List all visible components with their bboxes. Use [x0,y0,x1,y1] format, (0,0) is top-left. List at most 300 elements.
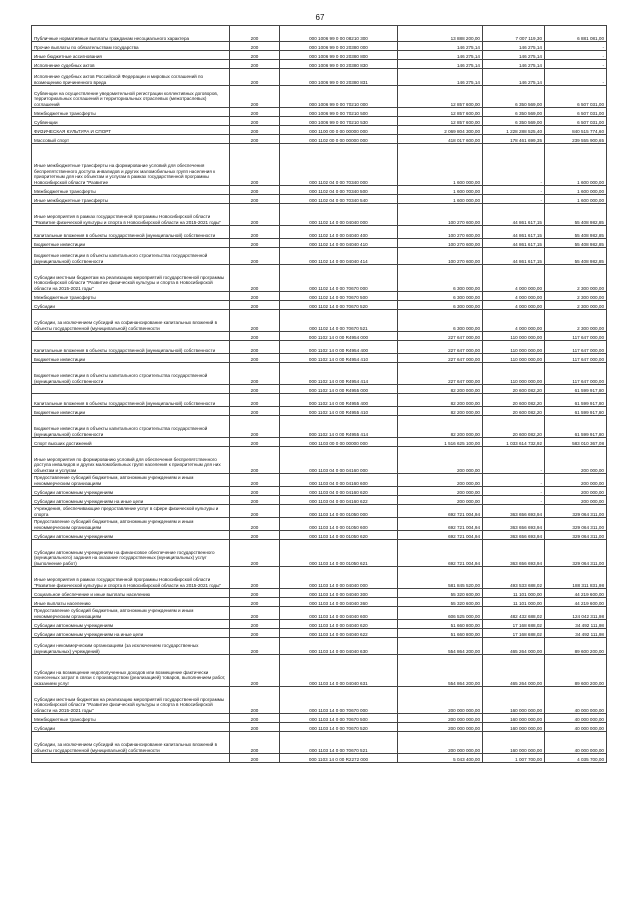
table-row [32,204,607,226]
table-row [32,108,607,117]
budget-classification-cell: 000 1103 14 0 00 01050 000 [280,505,398,518]
row-code-cell: 200 [230,655,280,687]
budget-classification-cell: 000 1102 14 0 00 04040 410 [280,239,398,248]
unexecuted-amount-cell: 200 000,00 [545,474,607,487]
table-row [32,363,607,385]
unexecuted-amount-cell: 2 300 000,00 [545,310,607,332]
executed-amount-cell: 1 033 614 732,92 [483,438,545,447]
budget-classification-cell: 000 1102 14 0 00 R4955 414 [280,416,398,438]
row-code-cell: 200 [230,474,280,487]
row-code-cell: 200 [230,687,280,714]
unexecuted-amount-cell: 200 000,00 [545,487,607,496]
approved-amount-cell: 227 647 000,00 [398,354,483,363]
row-name-cell [32,385,230,394]
executed-amount-cell: 44 861 617,15 [483,226,545,239]
unexecuted-amount-cell: 4 035 700,00 [545,754,607,763]
budget-classification-cell: 000 1103 14 0 00 01050 620 [280,531,398,540]
executed-amount-cell: 363 656 693,94 [483,531,545,540]
budget-classification-cell: 000 1006 99 0 00 20380 000 [280,42,398,51]
executed-amount-cell: 44 861 617,15 [483,248,545,265]
executed-amount-cell: 20 600 082,20 [483,385,545,394]
row-name-cell: Бюджетные инвестиции в объекты капитального строительства государственной (муниципальной) собственности [32,416,230,438]
row-code-cell: 200 [230,416,280,438]
row-code-cell: 200 [230,531,280,540]
budget-classification-cell: 000 1102 04 0 00 70340 540 [280,195,398,204]
approved-amount-cell: 6 300 000,00 [398,301,483,310]
table-row [32,239,607,248]
row-code-cell: 200 [230,265,280,292]
budget-classification-cell: 000 1102 14 0 00 70670 521 [280,310,398,332]
table-row [32,292,607,301]
approved-amount-cell: 12 857 600,00 [398,86,483,108]
unexecuted-amount-cell: 89 600 200,00 [545,638,607,655]
executed-amount-cell: 110 000 000,00 [483,363,545,385]
row-code-cell: 200 [230,518,280,531]
executed-amount-cell: - [483,496,545,505]
table-row [32,86,607,108]
row-name-cell: Субсидии, за исключением субсидий на софинансирование капитальных вложений в объекты государственной (муниципальной) собственности [32,310,230,332]
budget-classification-cell: 000 1102 14 0 00 04040 400 [280,226,398,239]
table-row [32,26,607,42]
approved-amount-cell: 1 600 000,00 [398,144,483,186]
executed-amount-cell: 11 101 000,00 [483,589,545,598]
table-row [32,687,607,714]
table-row [32,385,607,394]
row-name-cell: Капитальные вложения в объекты государственной (муниципальной) собственности [32,226,230,239]
row-name-cell: Межбюджетные трансферты [32,186,230,195]
approved-amount-cell: 100 270 600,00 [398,204,483,226]
budget-classification-cell: 000 1006 99 0 00 70210 000 [280,86,398,108]
unexecuted-amount-cell: 329 064 311,00 [545,540,607,567]
unexecuted-amount-cell: 44 219 600,00 [545,589,607,598]
table-row [32,732,607,754]
approved-amount-cell: 12 857 600,00 [398,108,483,117]
row-code-cell: 200 [230,86,280,108]
table-row [32,126,607,135]
row-name-cell: ФИЗИЧЕСКАЯ КУЛЬТУРА И СПОРТ [32,126,230,135]
row-name-cell: Субсидии некоммерческим организациям (за исключением государственных (муниципальных) учреждений) [32,638,230,655]
approved-amount-cell: 82 200 000,00 [398,416,483,438]
row-code-cell: 200 [230,301,280,310]
row-name-cell: Субвенции [32,117,230,126]
table-row [32,69,607,86]
row-name-cell: Бюджетные инвестиции в объекты капитального строительства государственной (муниципальной) собственности [32,248,230,265]
approved-amount-cell: 13 888 200,00 [398,26,483,42]
unexecuted-amount-cell: 61 599 917,80 [545,394,607,407]
approved-amount-cell: 55 320 600,00 [398,598,483,607]
executed-amount-cell: 4 000 000,00 [483,310,545,332]
approved-amount-cell: 100 270 600,00 [398,239,483,248]
row-code-cell: 200 [230,226,280,239]
unexecuted-amount-cell: 1 600 000,00 [545,195,607,204]
row-name-cell: Публичные нормативные выплаты гражданам несоциального характера [32,26,230,42]
unexecuted-amount-cell: 40 000 000,00 [545,723,607,732]
unexecuted-amount-cell: 55 408 982,85 [545,239,607,248]
unexecuted-amount-cell: 117 647 000,00 [545,341,607,354]
row-code-cell: 200 [230,292,280,301]
unexecuted-amount-cell: 61 599 917,80 [545,416,607,438]
budget-classification-cell: 000 1103 14 0 00 04040 000 [280,567,398,589]
table-row [32,248,607,265]
executed-amount-cell: 160 000 000,00 [483,723,545,732]
table-row [32,341,607,354]
row-name-cell: Предоставление субсидий бюджетным, автономным учреждениям и иным некоммерческим организациям [32,518,230,531]
budget-classification-cell: 000 1103 04 0 00 04160 000 [280,447,398,474]
approved-amount-cell: 606 525 000,00 [398,607,483,620]
row-code-cell: 200 [230,567,280,589]
budget-classification-cell: 000 1103 14 0 00 R2272 000 [280,754,398,763]
row-name-cell: Субсидии автономным учреждениям [32,487,230,496]
row-name-cell: Массовый спорт [32,135,230,144]
unexecuted-amount-cell: 44 219 600,00 [545,598,607,607]
approved-amount-cell: 82 200 000,00 [398,407,483,416]
executed-amount-cell: 363 656 693,94 [483,505,545,518]
executed-amount-cell: 11 101 000,00 [483,598,545,607]
table-row [32,505,607,518]
budget-classification-cell: 000 1102 14 0 00 R4954 414 [280,363,398,385]
approved-amount-cell: 51 660 800,00 [398,620,483,629]
budget-classification-cell: 000 1102 14 0 00 04040 414 [280,248,398,265]
executed-amount-cell: - [483,447,545,474]
budget-classification-cell: 000 1103 14 0 00 04040 631 [280,655,398,687]
executed-amount-cell: 146 275,14 [483,69,545,86]
unexecuted-amount-cell: 188 311 831,98 [545,567,607,589]
row-code-cell: 200 [230,117,280,126]
approved-amount-cell: 200 000,00 [398,474,483,487]
executed-amount-cell: 146 275,14 [483,60,545,69]
row-code-cell: 200 [230,496,280,505]
executed-amount-cell: 6 350 569,00 [483,117,545,126]
unexecuted-amount-cell: 6 507 031,00 [545,117,607,126]
budget-classification-cell: 000 1102 14 0 00 R4955 410 [280,407,398,416]
row-name-cell: Межбюджетные трансферты [32,714,230,723]
unexecuted-amount-cell: - [545,69,607,86]
unexecuted-amount-cell: 329 064 311,00 [545,531,607,540]
approved-amount-cell: 200 000,00 [398,487,483,496]
row-code-cell: 200 [230,69,280,86]
unexecuted-amount-cell: 200 000,00 [545,496,607,505]
budget-classification-cell: 000 1100 00 0 00 00000 000 [280,126,398,135]
row-name-cell: Исполнение судебных актов Российской Федерации и мировых соглашений по возмещению причиненного вреда [32,69,230,86]
table-row [32,265,607,292]
row-name-cell: Капитальные вложения в объекты государственной (муниципальной) собственности [32,341,230,354]
row-name-cell: Субсидии, за исключением субсидий на софинансирование капитальных вложений в объекты государственной (муниципальной) собственности [32,732,230,754]
approved-amount-cell: 100 270 600,00 [398,226,483,239]
table-row [32,598,607,607]
unexecuted-amount-cell: 840 515 774,60 [545,126,607,135]
row-name-cell: Учреждения, обеспечивающие предоставление услуг в сфере физической культуры и спорта [32,505,230,518]
budget-classification-cell: 000 1103 14 0 00 70670 521 [280,732,398,754]
unexecuted-amount-cell: 583 010 367,08 [545,438,607,447]
budget-classification-cell: 000 1102 14 0 00 70670 000 [280,265,398,292]
approved-amount-cell: 692 721 004,94 [398,540,483,567]
executed-amount-cell: - [483,186,545,195]
unexecuted-amount-cell: 34 492 111,98 [545,629,607,638]
table-row [32,301,607,310]
executed-amount-cell: 465 264 000,00 [483,638,545,655]
table-row [32,655,607,687]
row-name-cell: Межбюджетные трансферты [32,108,230,117]
table-row [32,354,607,363]
budget-classification-cell: 000 1006 99 0 00 70210 500 [280,108,398,117]
budget-classification-cell: 000 1102 00 0 00 00000 000 [280,135,398,144]
budget-classification-cell: 000 1006 99 0 00 70210 530 [280,117,398,126]
table-row [32,531,607,540]
table-row [32,51,607,60]
row-code-cell: 200 [230,394,280,407]
executed-amount-cell: 146 275,14 [483,51,545,60]
row-code-cell: 200 [230,341,280,354]
row-name-cell: Иные мероприятия в рамках государственной программы Новосибирской области "Развитие физической культуры и спорта в Новосибирской области на 2015-2021 годы" [32,567,230,589]
row-code-cell: 200 [230,629,280,638]
executed-amount-cell: 1 228 288 525,40 [483,126,545,135]
budget-classification-cell: 000 1103 00 0 00 00000 000 [280,438,398,447]
row-code-cell: 200 [230,754,280,763]
unexecuted-amount-cell: 61 599 917,80 [545,407,607,416]
approved-amount-cell: 692 721 004,94 [398,531,483,540]
executed-amount-cell: 160 000 000,00 [483,732,545,754]
executed-amount-cell: 4 000 000,00 [483,292,545,301]
unexecuted-amount-cell: 40 000 000,00 [545,732,607,754]
row-code-cell: 200 [230,714,280,723]
approved-amount-cell: 200 000 000,00 [398,732,483,754]
approved-amount-cell: 200 000 000,00 [398,723,483,732]
unexecuted-amount-cell: 6 881 081,00 [545,26,607,42]
budget-classification-cell: 000 1103 14 0 00 01050 600 [280,518,398,531]
table-row [32,589,607,598]
executed-amount-cell: - [483,144,545,186]
row-name-cell: Социальное обеспечение и иные выплаты населению [32,589,230,598]
row-name-cell: Исполнение судебных актов [32,60,230,69]
row-name-cell: Бюджетные инвестиции [32,239,230,248]
row-name-cell [32,332,230,341]
executed-amount-cell: - [483,487,545,496]
table-row [32,195,607,204]
approved-amount-cell: 692 721 004,94 [398,505,483,518]
table-row [32,474,607,487]
table-row [32,135,607,144]
approved-amount-cell: 554 864 200,00 [398,655,483,687]
unexecuted-amount-cell: 329 064 311,00 [545,505,607,518]
row-code-cell: 200 [230,195,280,204]
row-name-cell: Бюджетные инвестиции [32,354,230,363]
table-row [32,629,607,638]
budget-classification-cell: 000 1006 99 0 00 20380 800 [280,51,398,60]
row-code-cell: 200 [230,407,280,416]
unexecuted-amount-cell: 1 600 000,00 [545,186,607,195]
row-name-cell: Капитальные вложения в объекты государственной (муниципальной) собственности [32,394,230,407]
unexecuted-amount-cell: 89 600 200,00 [545,655,607,687]
executed-amount-cell: 146 275,14 [483,42,545,51]
table-row [32,714,607,723]
executed-amount-cell: 17 168 688,02 [483,620,545,629]
approved-amount-cell: 5 043 400,00 [398,754,483,763]
table-row [32,310,607,332]
approved-amount-cell: 200 000,00 [398,496,483,505]
row-code-cell: 200 [230,135,280,144]
budget-classification-cell: 000 1103 14 0 00 04040 630 [280,638,398,655]
executed-amount-cell: 110 000 000,00 [483,354,545,363]
executed-amount-cell: 44 861 617,15 [483,204,545,226]
budget-classification-cell: 000 1006 99 0 00 20380 831 [280,69,398,86]
budget-classification-cell: 000 1103 04 0 00 04160 622 [280,496,398,505]
approved-amount-cell: 1 600 000,00 [398,195,483,204]
row-code-cell: 200 [230,42,280,51]
table-row [32,438,607,447]
budget-classification-cell: 000 1103 14 0 00 04040 620 [280,620,398,629]
row-code-cell: 200 [230,332,280,341]
unexecuted-amount-cell: 2 300 000,00 [545,292,607,301]
row-name-cell: Субсидии автономным учреждениям [32,620,230,629]
approved-amount-cell: 6 300 000,00 [398,310,483,332]
table-row [32,186,607,195]
row-name-cell: Прочие выплаты по обязательствам государства [32,42,230,51]
table-row [32,332,607,341]
executed-amount-cell: 4 000 000,00 [483,301,545,310]
table-row [32,723,607,732]
row-name-cell: Субсидии автономным учреждениям [32,531,230,540]
row-name-cell: Иные межбюджетные трансферты [32,195,230,204]
executed-amount-cell: 363 656 693,94 [483,518,545,531]
table-row [32,638,607,655]
executed-amount-cell: 1 007 700,00 [483,754,545,763]
budget-classification-cell: 000 1102 14 0 00 R4954 000 [280,332,398,341]
table-row [32,447,607,474]
budget-classification-cell: 000 1102 14 0 00 R4954 410 [280,354,398,363]
approved-amount-cell: 6 300 000,00 [398,292,483,301]
table-row [32,620,607,629]
budget-classification-cell: 000 1103 14 0 00 04040 622 [280,629,398,638]
row-code-cell: 200 [230,310,280,332]
row-code-cell: 200 [230,239,280,248]
row-name-cell: Бюджетные инвестиции в объекты капитального строительства государственной (муниципальной) собственности [32,363,230,385]
row-name-cell: Субсидии на возмещение недополученных доходов или возмещение фактически понесенных затрат в связи с производством (реализацией) товаров, выполнением работ, оказанием услуг [32,655,230,687]
unexecuted-amount-cell: 55 408 982,85 [545,204,607,226]
row-code-cell: 200 [230,732,280,754]
row-code-cell: 200 [230,354,280,363]
executed-amount-cell: 160 000 000,00 [483,714,545,723]
approved-amount-cell: 12 857 600,00 [398,117,483,126]
budget-classification-cell: 000 1102 04 0 00 70340 500 [280,186,398,195]
unexecuted-amount-cell: - [545,42,607,51]
table-row [32,518,607,531]
row-name-cell: Субсидии [32,301,230,310]
row-code-cell: 200 [230,385,280,394]
table-row [32,60,607,69]
budget-classification-cell: 000 1103 14 0 00 70670 000 [280,687,398,714]
row-code-cell: 200 [230,186,280,195]
row-code-cell: 200 [230,607,280,620]
approved-amount-cell: 146 275,14 [398,69,483,86]
budget-classification-cell: 000 1102 14 0 00 70670 500 [280,292,398,301]
unexecuted-amount-cell: 2 300 000,00 [545,301,607,310]
executed-amount-cell: 4 000 000,00 [483,265,545,292]
row-code-cell: 200 [230,51,280,60]
row-code-cell: 200 [230,363,280,385]
approved-amount-cell: 146 275,14 [398,42,483,51]
unexecuted-amount-cell: 6 507 031,00 [545,86,607,108]
approved-amount-cell: 692 721 004,94 [398,518,483,531]
executed-amount-cell: 20 600 082,20 [483,416,545,438]
executed-amount-cell: 44 861 617,15 [483,239,545,248]
approved-amount-cell: 1 516 625 100,00 [398,438,483,447]
approved-amount-cell: 55 320 600,00 [398,589,483,598]
unexecuted-amount-cell: 34 492 111,98 [545,620,607,629]
row-name-cell: Предоставление субсидий бюджетным, автономным учреждениям и иным некоммерческим организациям [32,474,230,487]
budget-classification-cell: 000 1103 14 0 00 01050 621 [280,540,398,567]
budget-classification-cell: 000 1006 99 0 00 08210 300 [280,26,398,42]
row-code-cell: 200 [230,60,280,69]
approved-amount-cell: 146 275,14 [398,60,483,69]
approved-amount-cell: 200 000 000,00 [398,687,483,714]
executed-amount-cell: 160 000 000,00 [483,687,545,714]
unexecuted-amount-cell: 117 647 000,00 [545,332,607,341]
table-row [32,394,607,407]
row-code-cell: 200 [230,26,280,42]
row-name-cell: Бюджетные инвестиции [32,407,230,416]
executed-amount-cell: - [483,195,545,204]
unexecuted-amount-cell: - [545,60,607,69]
row-code-cell: 200 [230,108,280,117]
row-code-cell: 200 [230,540,280,567]
executed-amount-cell: 178 461 699,35 [483,135,545,144]
executed-amount-cell: - [483,474,545,487]
unexecuted-amount-cell: 6 507 031,00 [545,108,607,117]
unexecuted-amount-cell: 40 000 000,00 [545,687,607,714]
unexecuted-amount-cell: 40 000 000,00 [545,714,607,723]
budget-classification-cell: 000 1102 04 0 00 70340 000 [280,144,398,186]
budget-classification-cell: 000 1103 14 0 00 04040 600 [280,607,398,620]
executed-amount-cell: 493 533 688,02 [483,567,545,589]
table-row [32,144,607,186]
budget-classification-cell: 000 1102 14 0 00 R4955 400 [280,394,398,407]
row-name-cell: Иные межбюджетные трансферты на формирование условий для обеспечения беспрепятственного доступа инвалидов и других маломобильных групп населения к приоритетным для них объектам и услугам в рамках государственной программы Новосибирской области "Развитие [32,144,230,186]
page-number: 67 [315,13,325,22]
table-row [32,416,607,438]
table-row [32,487,607,496]
unexecuted-amount-cell: 55 408 982,85 [545,226,607,239]
table-row [32,117,607,126]
budget-classification-cell: 000 1102 14 0 00 04040 000 [280,204,398,226]
row-name-cell: Субвенции на осуществление уведомительной регистрации коллективных договоров, территориальных соглашений и территориальных отраслевых (межотраслевых) соглашений [32,86,230,108]
row-code-cell: 200 [230,620,280,629]
budget-classification-cell: 000 1103 14 0 00 70670 500 [280,714,398,723]
unexecuted-amount-cell: 2 300 000,00 [545,265,607,292]
unexecuted-amount-cell: 117 647 000,00 [545,363,607,385]
executed-amount-cell: 20 600 082,20 [483,394,545,407]
budget-execution-table [31,25,607,763]
approved-amount-cell: 100 270 600,00 [398,248,483,265]
budget-classification-cell: 000 1006 99 0 00 20380 830 [280,60,398,69]
budget-classification-cell: 000 1102 14 0 00 R4954 400 [280,341,398,354]
row-code-cell: 200 [230,204,280,226]
executed-amount-cell: 110 000 000,00 [483,341,545,354]
executed-amount-cell: 363 656 693,94 [483,540,545,567]
unexecuted-amount-cell: 124 042 311,98 [545,607,607,620]
approved-amount-cell: 82 200 000,00 [398,385,483,394]
unexecuted-amount-cell: 61 599 917,80 [545,385,607,394]
row-name-cell: Иные мероприятия в рамках государственной программы Новосибирской области "Развитие физической культуры и спорта в Новосибирской области на 2015-2021 годы" [32,204,230,226]
unexecuted-amount-cell: 200 000,00 [545,447,607,474]
budget-classification-cell: 000 1102 14 0 00 70670 520 [280,301,398,310]
approved-amount-cell: 227 647 000,00 [398,363,483,385]
approved-amount-cell: 6 300 000,00 [398,265,483,292]
row-name-cell: Межбюджетные трансферты [32,292,230,301]
table-row [32,226,607,239]
executed-amount-cell: 110 000 000,00 [483,332,545,341]
unexecuted-amount-cell: 239 555 900,65 [545,135,607,144]
executed-amount-cell: 7 007 119,30 [483,26,545,42]
